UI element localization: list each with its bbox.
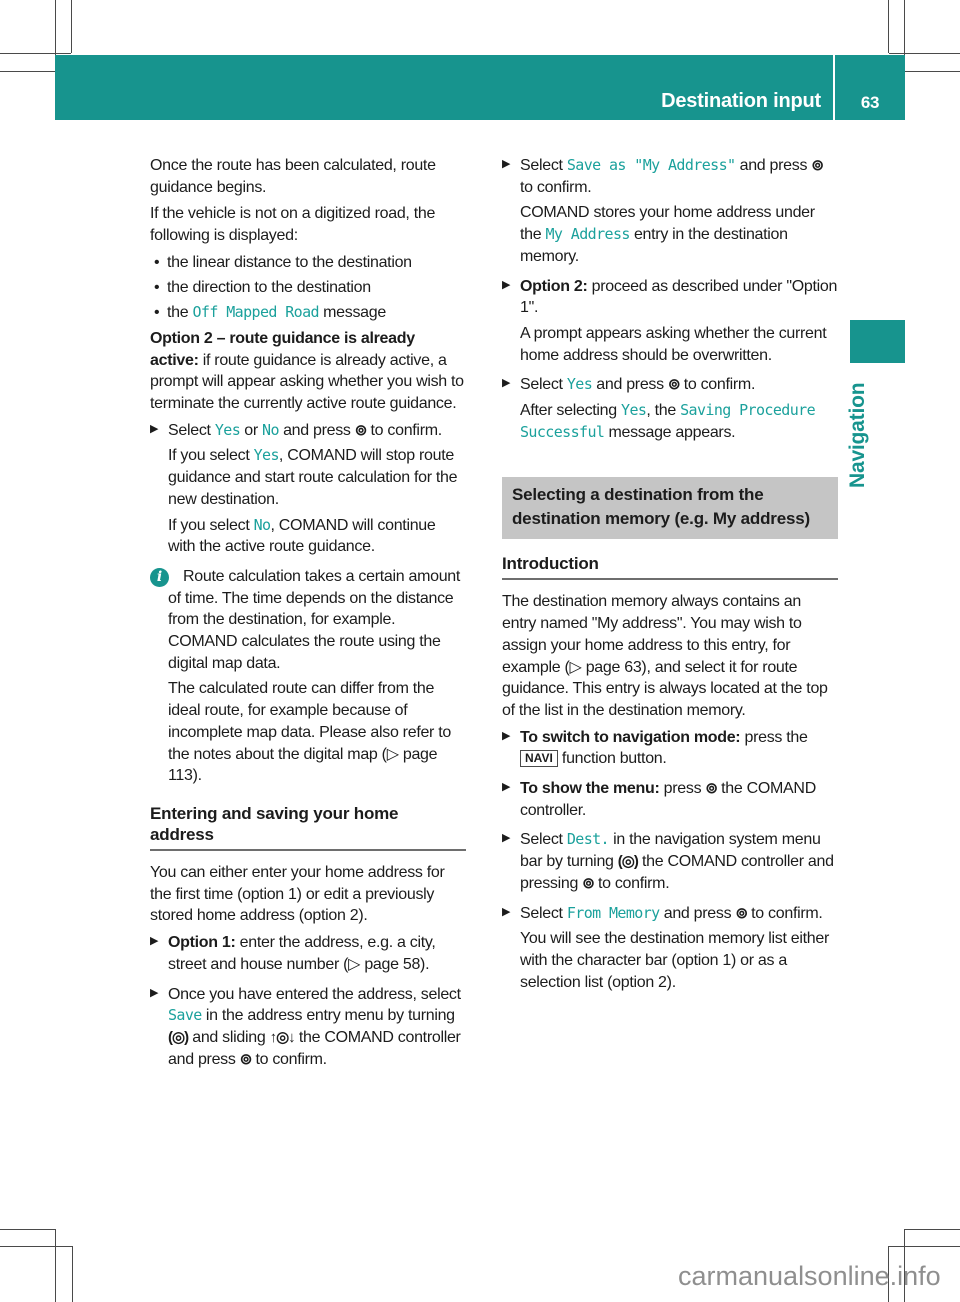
bullet-item — [150, 277, 466, 299]
instruction-item — [502, 778, 838, 821]
action-arrow-icon: ▶ — [502, 729, 511, 742]
command-term: Dest. — [566, 830, 609, 849]
action-arrow-icon: ▶ — [502, 377, 511, 390]
bullet-icon: • — [154, 304, 160, 322]
text-run: to confirm. — [679, 376, 756, 394]
text-run: to confirm. — [366, 421, 442, 439]
instruction-item — [150, 984, 466, 1071]
crop-mark — [72, 1246, 73, 1302]
crop-mark — [71, 0, 72, 53]
command-term: My Address — [545, 225, 630, 244]
navi-key: NAVI — [520, 750, 558, 767]
controller-symbol: ⊚ — [354, 421, 367, 439]
text-run: to confirm. — [593, 874, 670, 892]
action-arrow-icon: ▶ — [502, 781, 511, 794]
action-arrow-icon: ▶ — [150, 986, 159, 999]
text-run: the COMAND controller and pressing — [520, 853, 834, 892]
crop-mark — [0, 1246, 72, 1247]
instruction-lead — [168, 984, 466, 1071]
command-term: Off Mapped Road — [192, 303, 319, 322]
text-run: and press — [659, 904, 736, 922]
bullet-item — [150, 302, 466, 324]
instruction-body — [520, 276, 838, 367]
section-heading: Entering and saving your home address — [150, 803, 466, 851]
command-term: From Memory — [566, 903, 660, 922]
instruction-body — [520, 903, 838, 994]
instruction-result — [520, 202, 838, 267]
instruction-result — [520, 400, 838, 443]
controller-symbol: ↑◎↓ — [269, 1028, 295, 1046]
instruction-lead — [520, 374, 838, 396]
page-header — [55, 55, 905, 120]
instruction-body — [520, 727, 838, 770]
instruction-lead — [520, 155, 838, 198]
text-run: to confirm. — [747, 904, 823, 922]
bullet-icon: • — [154, 279, 160, 297]
controller-symbol: ⊚ — [705, 780, 717, 798]
instruction-body — [520, 778, 838, 821]
instruction-lead — [168, 932, 466, 975]
text-run: Select — [168, 421, 215, 439]
text-run: message appears. — [604, 423, 736, 441]
chapter-tab-label: Navigation — [846, 382, 869, 488]
text-run: entry in the destination memory. — [520, 226, 788, 265]
left-column — [150, 155, 466, 1078]
bullet-text — [167, 302, 466, 324]
text-run: the linear distance to the destination — [167, 253, 412, 271]
bold-text-run: To show the menu: — [520, 780, 660, 798]
instruction-lead — [520, 829, 838, 894]
page-number: 63 — [833, 55, 905, 120]
text-run: The calculated route can differ from the ideal route, for example because of incomplete map data. Please also refer to the notes about the digital map (▷ page 113). — [168, 680, 451, 785]
text-run: press the — [740, 728, 808, 746]
instruction-result — [168, 515, 466, 558]
text-run: Once you have entered the address, select — [168, 985, 461, 1003]
text-run: Route calculation takes a certain amount of time. The time depends on the distance from the destination, for example. COMAND calculates the route using the digital map data. — [168, 567, 461, 672]
controller-symbol: ⊚ — [811, 157, 823, 174]
text-run: to confirm. — [251, 1050, 327, 1068]
text-run: press — [659, 780, 706, 798]
text-run: the direction to the destination — [167, 279, 371, 297]
paragraph — [150, 862, 466, 927]
text-run: in the navigation system menu bar by turning — [520, 831, 821, 871]
instruction-lead — [520, 778, 838, 821]
bold-text-run: Option 2: — [520, 277, 588, 295]
info-icon — [150, 568, 169, 587]
text-run: After selecting — [520, 402, 622, 420]
paragraph — [150, 155, 466, 198]
bullet-text — [167, 252, 466, 274]
controller-symbol: ⊚ — [239, 1050, 252, 1068]
text-run: the — [167, 304, 193, 322]
controller-symbol: ⊚ — [735, 904, 748, 922]
text-run: if route guidance is already active, a prompt will appear asking whether you wish to terminate the currently active route guidance. — [150, 351, 464, 413]
text-run: Select — [520, 904, 567, 922]
instruction-body — [520, 155, 838, 268]
text-run: proceed as described under "Option 1". — [520, 277, 838, 317]
info-note-paragraph — [168, 566, 466, 675]
crop-mark — [0, 71, 55, 72]
crop-mark — [0, 53, 71, 54]
instruction-item — [502, 829, 838, 894]
command-term: Saving Procedure Successful — [520, 401, 816, 441]
text-run: You will see the destination memory list either with the character bar (option 1) or as a selection list (option 2). — [520, 930, 830, 991]
bullet-list — [150, 252, 466, 324]
text-run: COMAND stores your home address under the — [520, 204, 815, 244]
text-run: and press — [592, 376, 668, 394]
text-run: the COMAND controller and press — [168, 1028, 461, 1068]
instruction-item — [502, 276, 838, 367]
instruction-body — [168, 932, 466, 975]
action-arrow-icon: ▶ — [150, 935, 159, 948]
text-run: If the vehicle is not on a digitized road, the following is displayed: — [150, 205, 436, 245]
instruction-item — [502, 903, 838, 994]
info-icon-glyph: i — [156, 568, 163, 585]
instruction-body — [520, 374, 838, 443]
text-run: Select — [520, 157, 567, 174]
instruction-result — [520, 323, 838, 366]
text-run: , the — [646, 402, 681, 420]
text-run: to confirm. — [520, 178, 592, 196]
crop-mark — [0, 1229, 55, 1230]
controller-symbol: (◎) — [168, 1028, 189, 1046]
text-run: If you select — [168, 516, 254, 534]
info-note-paragraph — [168, 678, 466, 787]
bullet-text — [167, 277, 466, 299]
text-run: function button. — [557, 750, 667, 768]
text-run: enter the address, e.g. a city, street and house number (▷ page 58). — [168, 934, 436, 973]
instruction-body — [168, 984, 466, 1071]
bullet-item — [150, 252, 466, 274]
instruction-lead — [168, 420, 466, 442]
text-run: , COMAND will stop route guidance and start route calculation for the new destination. — [168, 447, 458, 508]
page-title: Destination input — [661, 90, 821, 112]
command-term: Yes — [621, 401, 647, 420]
instruction-lead — [520, 727, 838, 770]
text-run: You can either enter your home address for the first time (option 1) or edit a previously stored home address (option 2). — [150, 863, 445, 925]
instruction-item — [502, 155, 838, 268]
command-term: Yes — [566, 375, 593, 394]
right-column — [502, 155, 838, 1001]
text-run: or — [240, 421, 263, 439]
crop-mark — [55, 1229, 56, 1302]
controller-symbol: ⊚ — [582, 874, 594, 892]
action-arrow-icon: ▶ — [502, 278, 511, 291]
instruction-result — [520, 928, 838, 993]
command-term: Yes — [214, 420, 241, 439]
text-run: , COMAND will continue with the active route guidance. — [168, 516, 436, 556]
paragraph — [150, 328, 466, 415]
info-note — [150, 566, 466, 787]
text-run: The destination memory always contains an entry named "My address". You may wish to assign your home address to this entry, for example (▷ page 63), and select it for route guidance. This entry is always located at the top of the list in the destination memory. — [502, 593, 828, 719]
paragraph — [502, 591, 838, 721]
instruction-item — [150, 420, 466, 558]
instruction-body — [520, 829, 838, 894]
instruction-lead — [520, 276, 838, 319]
action-arrow-icon: ▶ — [150, 422, 159, 435]
command-term: No — [253, 515, 271, 534]
instruction-body — [168, 420, 466, 558]
controller-symbol: (◎) — [617, 853, 638, 871]
text-run: If you select — [168, 447, 254, 465]
text-run: Once the route has been calculated, route guidance begins. — [150, 157, 436, 196]
instruction-item — [150, 932, 466, 975]
bold-text-run: To switch to navigation mode: — [520, 728, 741, 746]
instruction-lead — [520, 903, 838, 925]
command-term: Yes — [253, 446, 279, 465]
instruction-item — [502, 374, 838, 443]
text-run: Select — [520, 376, 567, 394]
text-run: and press — [735, 157, 812, 174]
text-run: and press — [278, 421, 355, 439]
text-run: message — [318, 304, 386, 322]
command-term: Save as "My Address" — [566, 156, 736, 174]
crop-mark — [905, 1229, 960, 1230]
controller-symbol: ⊚ — [667, 376, 680, 394]
action-arrow-icon: ▶ — [502, 832, 511, 845]
instruction-item — [502, 727, 838, 770]
subsection-heading: Introduction — [502, 553, 838, 580]
text-run: in the address entry menu by turning — [201, 1007, 455, 1025]
crop-mark — [905, 71, 960, 72]
command-term: No — [262, 420, 279, 439]
text-run: the COMAND controller. — [520, 780, 816, 819]
action-arrow-icon: ▶ — [502, 905, 511, 918]
crop-mark — [888, 1246, 960, 1247]
instruction-result — [168, 445, 466, 510]
info-note-body — [168, 566, 466, 787]
text-run: A prompt appears asking whether the current home address should be overwritten. — [520, 324, 827, 364]
crop-mark — [889, 53, 960, 54]
bold-text-run: Option 1: — [168, 934, 236, 952]
action-arrow-icon: ▶ — [502, 158, 511, 170]
watermark: carmanualsonline.info — [678, 1261, 941, 1291]
chapter-tab-marker — [850, 320, 905, 363]
highlighted-section-heading: Selecting a destination from the destination memory (e.g. My address) — [502, 477, 838, 539]
crop-mark — [888, 0, 889, 53]
paragraph — [150, 203, 466, 246]
text-run: Select — [520, 831, 567, 849]
text-run: and sliding — [188, 1028, 270, 1046]
bold-text-run: Option 2 – route guidance is already active: — [150, 329, 415, 369]
command-term: Save — [168, 1006, 202, 1025]
bullet-icon: • — [154, 253, 160, 271]
